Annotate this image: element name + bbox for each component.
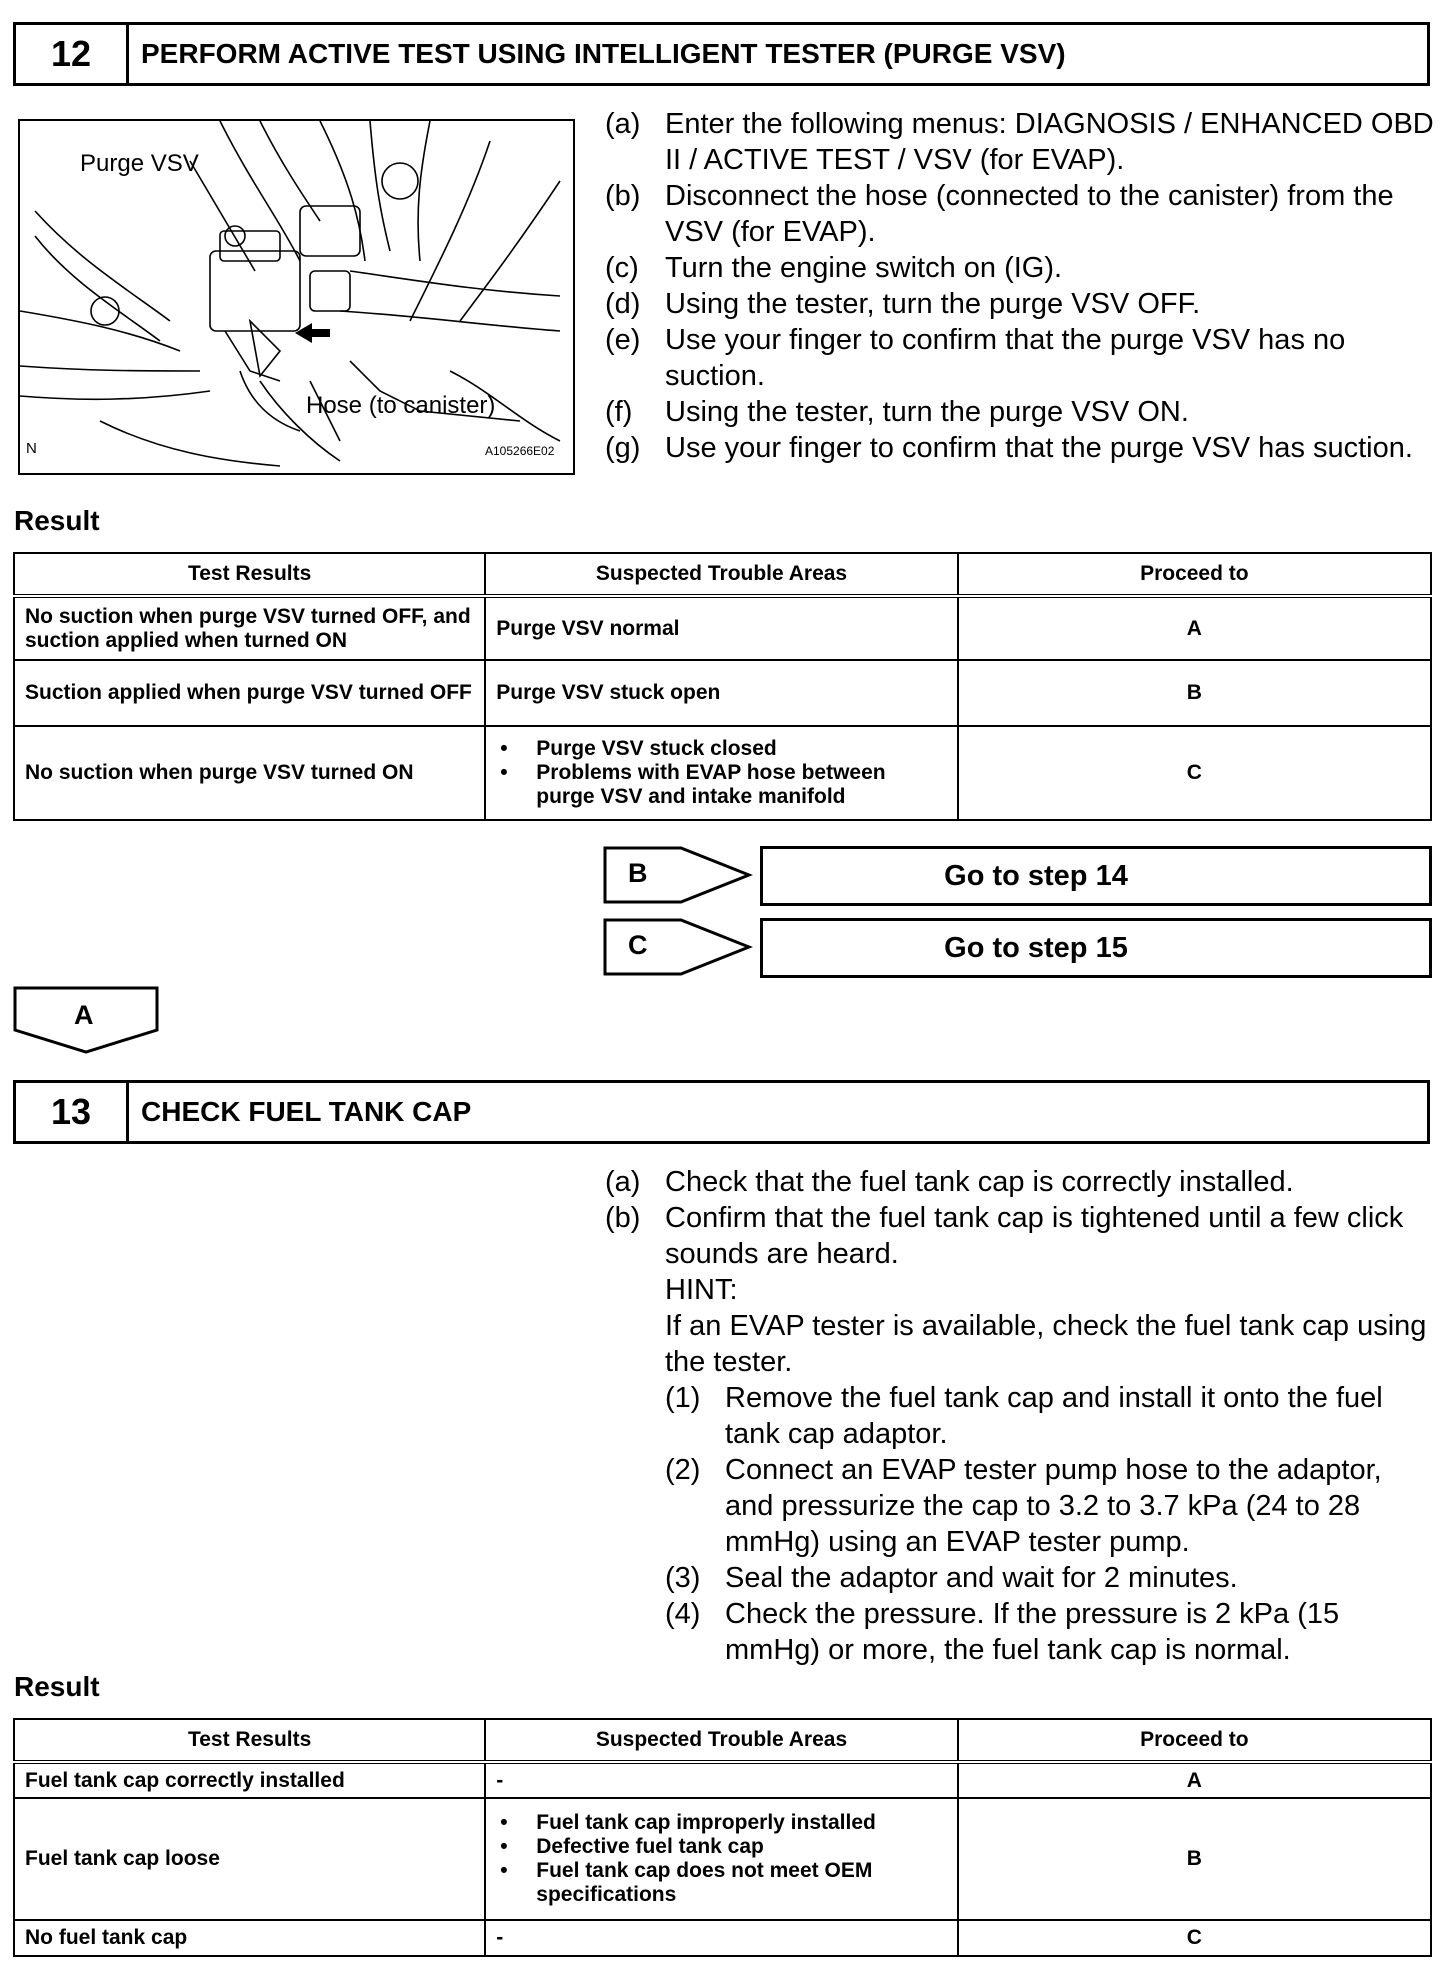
instruction-g: (g) Use your finger to confirm that the purge VSV has suction.: [605, 432, 1413, 464]
table-row: Suction applied when purge VSV turned OFF Purge VSV stuck open B: [14, 660, 1431, 726]
hint-heading: HINT:: [665, 1274, 738, 1306]
figure-label-n: N: [26, 440, 37, 457]
goto-b-arrow[interactable]: [603, 846, 753, 904]
figure-label-purge-vsv: Purge VSV: [80, 150, 199, 177]
goto-c-arrow[interactable]: [603, 918, 753, 976]
sub-step-3: (3) Seal the adaptor and wait for 2 minutes.: [665, 1562, 1238, 1594]
sub-step-1: (1) Remove the fuel tank cap and install it onto the fuel tank cap adaptor.: [665, 1382, 1383, 1450]
step-number: 13: [16, 1083, 129, 1141]
proceed-a-label: A: [74, 1000, 94, 1030]
instruction-b: (b) Confirm that the fuel tank cap is tightened until a few click sounds are heard.: [605, 1202, 1404, 1270]
engine-diagram: [20, 121, 573, 473]
step-13-header: [13, 1080, 1430, 1144]
step-12-header: [13, 22, 1430, 86]
sub-step-4: (4) Check the pressure. If the pressure is 2 kPa (15 mmHg) or more, the fuel tank cap is normal.: [665, 1598, 1340, 1666]
step-13-instructions: [605, 1164, 1435, 1668]
step-12-result-table: [13, 552, 1432, 821]
goto-step-15-button[interactable]: Go to step 15: [760, 918, 1432, 978]
table-row: Fuel tank cap loose • Fuel tank cap improperly installed • Defective fuel tank cap • Fuel tank cap does not meet OEM specifications B: [14, 1798, 1431, 1920]
step-title: PERFORM ACTIVE TEST USING INTELLIGENT TESTER (PURGE VSV): [141, 38, 1066, 69]
purge-vsv-illustration: [18, 119, 575, 475]
table-header-row: Test Results Suspected Trouble Areas Proceed to: [14, 553, 1431, 596]
sub-steps: [605, 1380, 1435, 1668]
table-row: No suction when purge VSV turned OFF, and suction applied when turned ON Purge VSV normal A: [14, 596, 1431, 660]
result-label: Result: [14, 505, 100, 536]
instruction-d: (d) Using the tester, turn the purge VSV OFF.: [605, 288, 1201, 320]
step-12-instructions: [605, 106, 1435, 466]
goto-c-label: C: [628, 930, 648, 960]
instruction-b: (b) Disconnect the hose (connected to the canister) from the VSV (for EVAP).: [605, 180, 1394, 248]
table-row: No suction when purge VSV turned ON • Purge VSV stuck closed • Problems with EVAP hose between purge VSV and intake manifold C: [14, 726, 1431, 820]
goto-b-label: B: [628, 858, 648, 888]
instruction-a: (a) Check that the fuel tank cap is correctly installed.: [605, 1166, 1294, 1198]
step-number: 12: [16, 25, 129, 83]
instruction-a: (a) Enter the following menus: DIAGNOSIS / ENHANCED OBD II / ACTIVE TEST / VSV (for EVAP).: [605, 108, 1434, 176]
table-row: No fuel tank cap - C: [14, 1920, 1431, 1956]
trouble-area-list: • Purge VSV stuck closed • Problems with EVAP hose between purge VSV and intake manifold: [496, 737, 946, 809]
step-title: CHECK FUEL TANK CAP: [141, 1096, 472, 1127]
instruction-e: (e) Use your finger to confirm that the purge VSV has no suction.: [605, 324, 1346, 392]
table-row: Fuel tank cap correctly installed - A: [14, 1762, 1431, 1798]
figure-label-hose: Hose (to canister): [306, 392, 496, 419]
sub-step-2: (2) Connect an EVAP tester pump hose to the adaptor, and pressurize the cap to 3.2 to 3.7 kPa (24 to 28 mmHg) using an EVAP tester pump.: [665, 1454, 1382, 1558]
trouble-area-list: • Fuel tank cap improperly installed • Defective fuel tank cap • Fuel tank cap does not meet OEM specifications: [496, 1811, 946, 1907]
goto-step-14-button[interactable]: Go to step 14: [760, 846, 1432, 906]
instruction-f: (f) Using the tester, turn the purge VSV ON.: [605, 396, 1189, 428]
result-label: Result: [14, 1671, 100, 1702]
table-header-row: Test Results Suspected Trouble Areas Proceed to: [14, 1719, 1431, 1762]
hint-text: If an EVAP tester is available, check the fuel tank cap using the tester.: [665, 1310, 1427, 1378]
step-13-result-table: [13, 1718, 1432, 1957]
figure-code: A105266E02: [485, 444, 555, 458]
instruction-c: (c) Turn the engine switch on (IG).: [605, 252, 1063, 284]
